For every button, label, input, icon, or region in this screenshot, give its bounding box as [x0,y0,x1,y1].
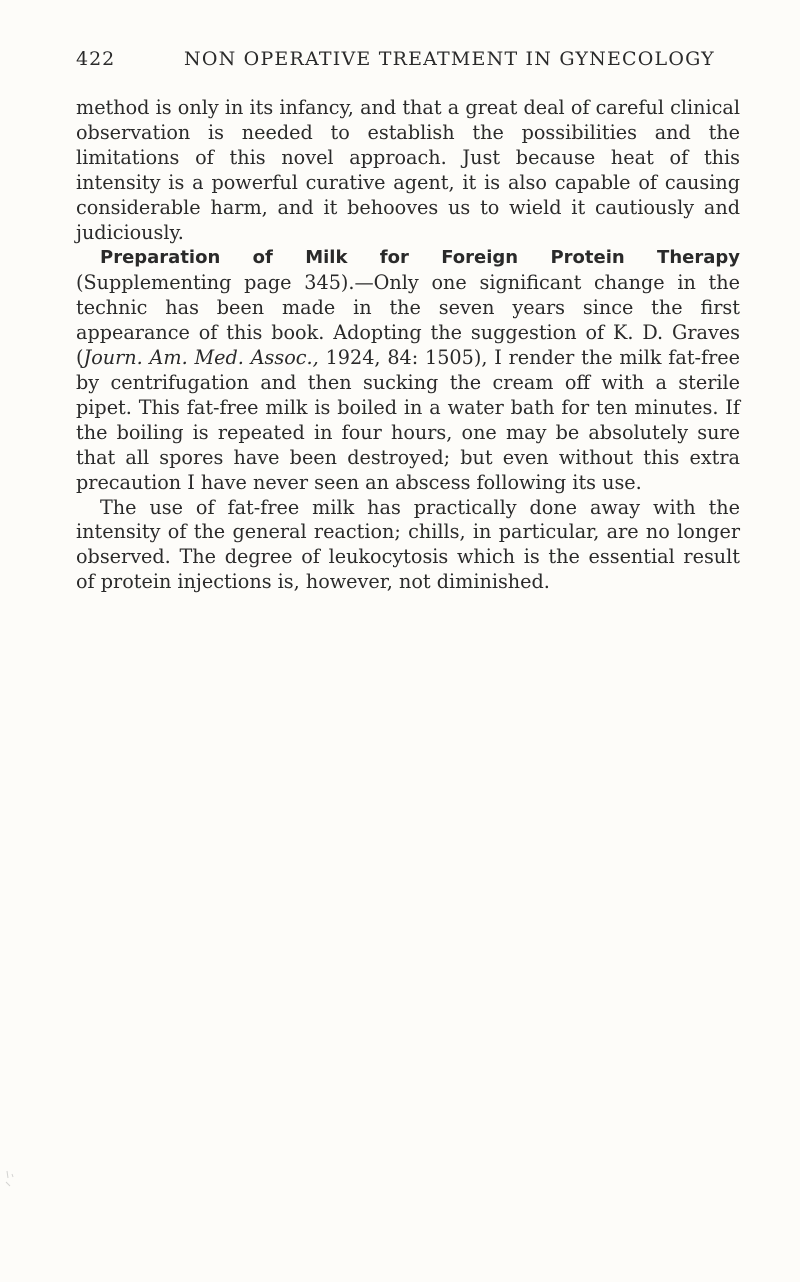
paragraph-text-part-b: 1924, 84: 1505), I render the milk fat-free by centrifugation and then sucking the cream off with a sterile pipet. This fat-free milk is boiled in a water bath for ten minutes. If the boiling is repeated in four hours, one may be absolutely sure that all spores have been destroyed; but even without this extra precaution I have never seen an abscess following its use. [76,346,741,494]
body-text [76,96,740,595]
running-title: NON OPERATIVE TREATMENT IN GYNECOLOGY [184,48,715,70]
paragraph-text-part-a: (Supplementing page 345).—Only one significant change in the technic has been made in the seven years since the first appearance of this book. Adopting the suggestion of K. D. Graves ( [76,271,740,370]
page-header [76,48,740,78]
page-number: 422 [76,48,116,70]
paragraph-milk-preparation [76,245,740,495]
journal-citation: Journ. Am. Med. Assoc., [83,346,319,370]
ink-smudge-mark [4,1168,18,1190]
paragraph-continuation: method is only in its infancy, and that a great deal of careful clinical observation is needed to establish the possibilities and the limitations of this novel approach. Just because heat of this intensity is a powerful curative agent, it is also capable of causing considerable harm, and it behooves us to wield it cautiously and judiciously. [76,96,740,244]
paragraph-fat-free-milk: The use of fat-free milk has practically done away with the intensity of the general reaction; chills, in particular, are no longer observed. The degree of leukocytosis which is the essential result of protein injections is, however, not diminished. [76,495,740,594]
section-heading: Preparation of Milk for Foreign Protein Therapy [100,247,740,269]
